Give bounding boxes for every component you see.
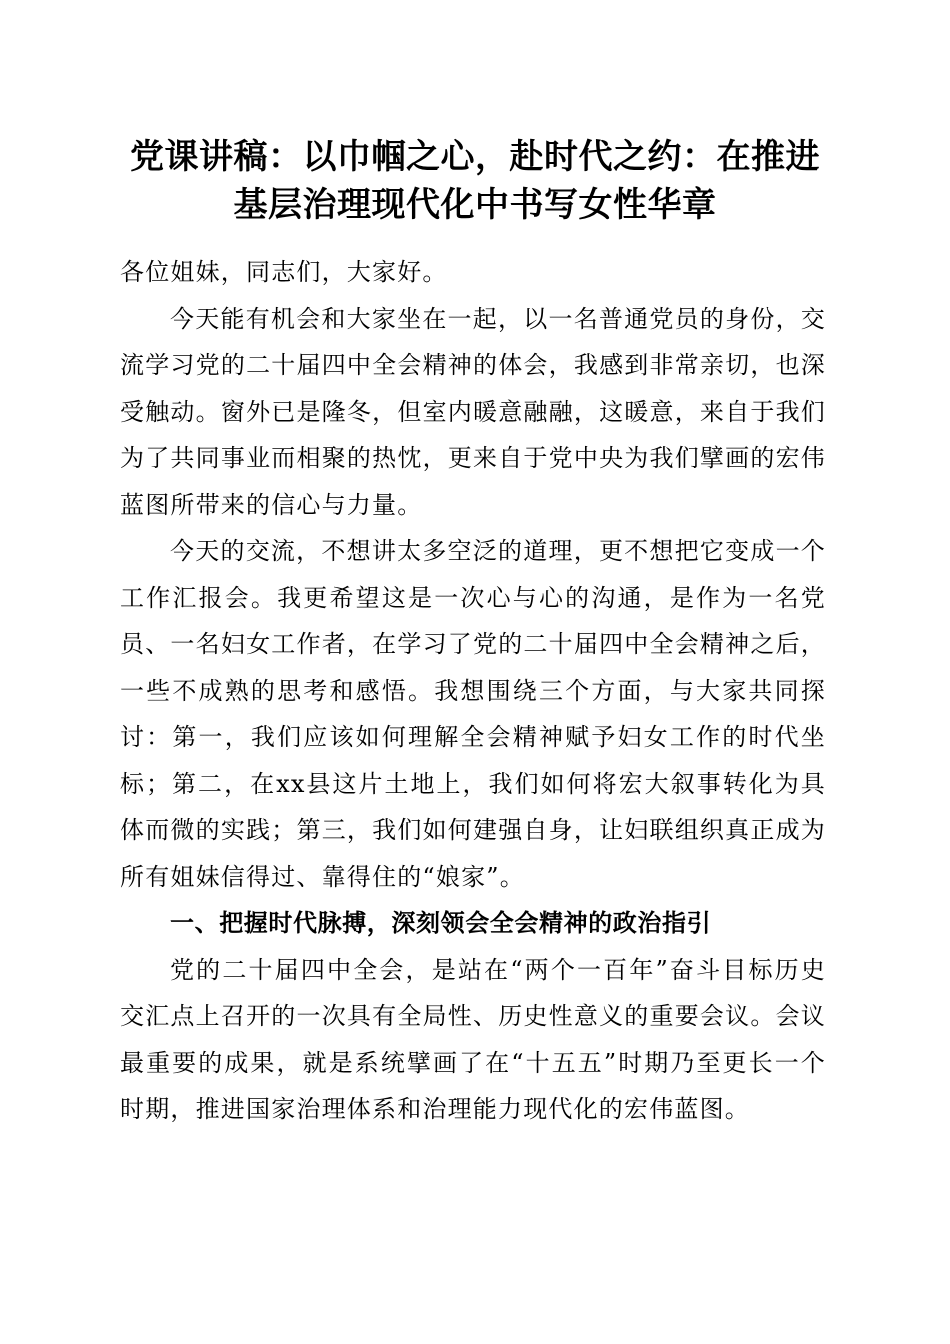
outline-paragraph: 今天的交流，不想讲太多空泛的道理，更不想把它变成一个工作汇报会。我更希望这是一次心与心的沟通，是作为一名党员、一名妇女工作者，在学习了党的二十届四中全会精神之后，一些不成熟的思考和感悟。我想围绕三个方面，与大家共同探讨：第一，我们应该如何理解全会精神赋予妇女工作的时代坐标；第二，在xx县这片土地上，我们如何将宏大叙事转化为具体而微的实践；第三，我们如何建强自身，让妇联组织真正成为所有姐妹信得过、靠得住的“娘家”。 (120, 537, 826, 891)
intro-paragraph: 今天能有机会和大家坐在一起，以一名普通党员的身份，交流学习党的二十届四中全会精神的体会，我感到非常亲切，也深受触动。窗外已是隆冬，但室内暖意融融，这暖意，来自于我们为了共同事业而相聚的热忱，更来自于党中央为我们擘画的宏伟蓝图所带来的信心与力量。 (120, 304, 826, 519)
document-title (110, 133, 840, 229)
title-line-1: 党课讲稿：以巾帼之心，赴时代之约：在推进 (130, 137, 820, 177)
title-line-2: 基层治理现代化中书写女性华章 (233, 185, 717, 225)
section-heading-1: 一、把握时代脉搏，深刻领会全会精神的政治指引 (170, 909, 712, 937)
document-body (120, 249, 826, 1133)
section-1-paragraph: 党的二十届四中全会，是站在“两个一百年”奋斗目标历史交汇点上召开的一次具有全局性、历史性意义的重要会议。会议最重要的成果，就是系统擘画了在“十五五”时期乃至更长一个时期，推进国家治理体系和治理能力现代化的宏伟蓝图。 (120, 955, 826, 1123)
greeting-paragraph: 各位姐妹，同志们，大家好。 (120, 258, 448, 286)
